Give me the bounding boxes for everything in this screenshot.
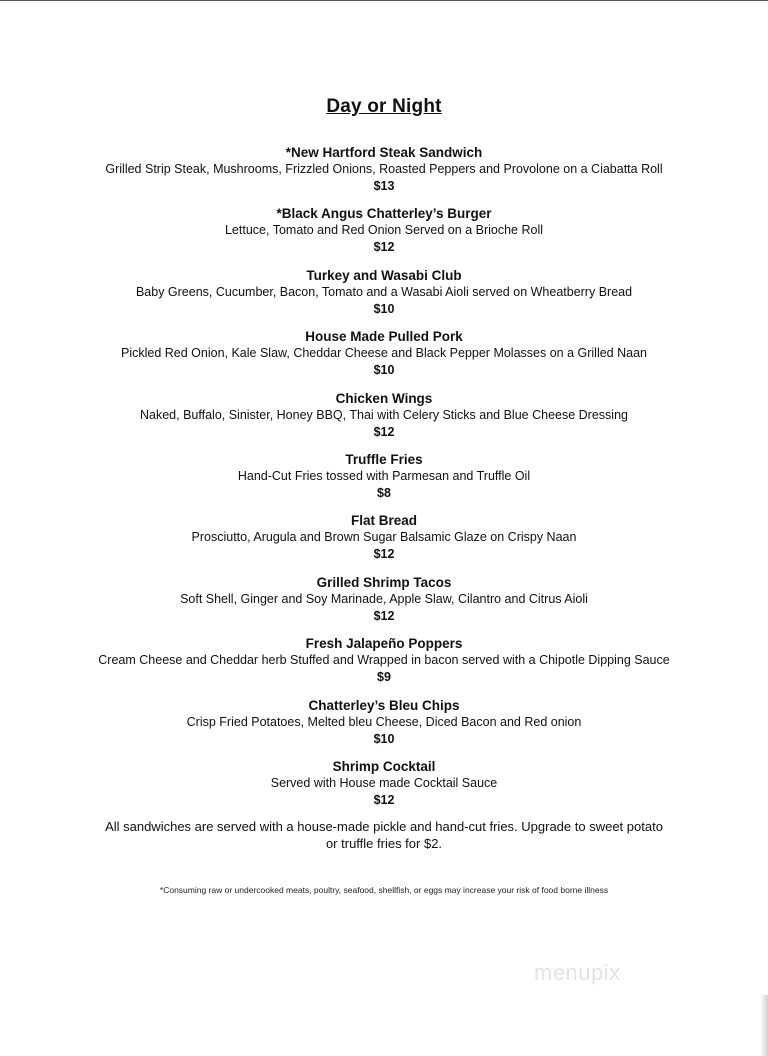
sandwich-note: All sandwiches are served with a house-made pickle and hand-cut fries. Upgrade to sweet potato or truffle fries for $2. [105, 819, 663, 851]
menu-item [0, 758, 768, 819]
menu-item-price: $10 [373, 731, 395, 746]
watermark-logo: menupix [534, 960, 621, 985]
menu-item-name: House Made Pulled Pork [305, 329, 463, 345]
menu-item-price: $12 [373, 240, 395, 255]
menu-item-price: $12 [373, 792, 395, 807]
page-title: Day or Night [326, 96, 442, 117]
menu-item-description: Crisp Fried Potatoes, Melted bleu Cheese, Diced Bacon and Red onion [186, 714, 582, 729]
menu-item-name: Chatterley’s Bleu Chips [308, 697, 460, 713]
menu-item-price: $12 [373, 547, 395, 562]
menu-item-description: Pickled Red Onion, Kale Slaw, Cheddar Cheese and Black Pepper Molasses on a Grilled Naan [121, 346, 647, 361]
menu-item-name: Fresh Jalapeño Poppers [305, 636, 463, 652]
menu-item-description: Soft Shell, Ginger and Soy Marinade, Apple Slaw, Cilantro and Citrus Aioli [180, 591, 588, 606]
menu-item-name: *New Hartford Steak Sandwich [285, 145, 483, 160]
menu-item-description: Grilled Strip Steak, Mushrooms, Frizzled Onions, Roasted Peppers and Provolone on a Ciabatta Roll [105, 162, 663, 176]
menu-item [0, 267, 768, 328]
menu-item-name: Chicken Wings [335, 390, 433, 406]
menu-item [0, 697, 768, 758]
menu-item-description: Cream Cheese and Cheddar herb Stuffed and Wrapped in bacon served with a Chipotle Dipping Sauce [98, 653, 670, 668]
scan-edge-shadow [760, 995, 768, 1056]
menu-item [0, 328, 768, 389]
menu-item-description: Naked, Buffalo, Sinister, Honey BBQ, Thai with Celery Sticks and Blue Cheese Dressing [140, 407, 628, 422]
menu-item-name: *Black Angus Chatterley’s Burger [276, 206, 492, 222]
menu-item-description: Lettuce, Tomato and Red Onion Served on a Brioche Roll [224, 223, 544, 238]
menu-list [0, 144, 768, 819]
menu-item-price: $8 [377, 485, 391, 500]
menu-item [0, 144, 768, 205]
food-safety-disclaimer: *Consuming raw or undercooked meats, poultry, seafood, shellfish, or eggs may increase your risk of food borne illness [159, 885, 609, 895]
menu-item [0, 512, 768, 573]
menu-item [0, 451, 768, 512]
menu-item-name: Shrimp Cocktail [332, 758, 436, 774]
menu-item [0, 205, 768, 266]
menu-item-name: Grilled Shrimp Tacos [316, 574, 452, 590]
menu-item-name: Truffle Fries [345, 451, 423, 467]
menu-item-name: Turkey and Wasabi Club [306, 267, 462, 283]
top-border-line [0, 0, 768, 1]
menu-item-price: $10 [373, 363, 395, 378]
menu-item-price: $10 [373, 301, 395, 316]
menu-item-description: Baby Greens, Cucumber, Bacon, Tomato and a Wasabi Aioli served on Wheatberry Bread [135, 284, 633, 299]
menu-item-price: $9 [377, 670, 391, 685]
menu-item [0, 390, 768, 451]
menu-item-price: $12 [373, 424, 395, 439]
menu-item-description: Served with House made Cocktail Sauce [270, 775, 498, 790]
menu-item-description: Prosciutto, Arugula and Brown Sugar Balsamic Glaze on Crispy Naan [191, 530, 577, 545]
menu-item-name: Flat Bread [350, 513, 418, 529]
menu-item-price: $13 [373, 179, 395, 193]
menu-item-description: Hand-Cut Fries tossed with Parmesan and Truffle Oil [237, 468, 531, 483]
menu-item-price: $12 [373, 608, 395, 623]
menu-item [0, 635, 768, 696]
menu-item [0, 574, 768, 635]
